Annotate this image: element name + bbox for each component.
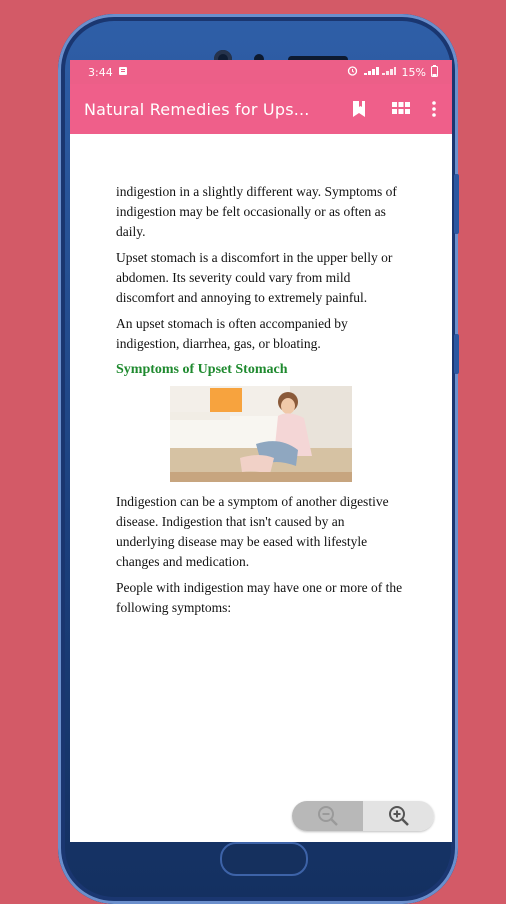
volume-button xyxy=(454,174,459,234)
article-image xyxy=(170,386,352,482)
alarm-icon xyxy=(347,65,358,79)
article-paragraph: Indigestion can be a symptom of another digestive disease. Indigestion that isn't caused by an underlying disease may be eased with lifestyle changes and medication. xyxy=(116,494,389,569)
article-paragraph: indigestion in a slightly different way. Symptoms of indigestion may be felt occasionally or as often as daily. xyxy=(116,184,397,239)
screen xyxy=(70,60,452,842)
zoom-control xyxy=(292,801,434,831)
battery-level: 15% xyxy=(401,65,426,79)
grid-icon[interactable] xyxy=(386,94,416,124)
bookmark-icon[interactable] xyxy=(344,94,374,124)
section-heading: Symptoms of Upset Stomach xyxy=(116,362,288,377)
zoom-out-button[interactable] xyxy=(292,801,363,831)
article-paragraph: Upset stomach is a discomfort in the upper belly or abdomen. Its severity could vary from mild discomfort and annoying to extremely painful. xyxy=(116,250,393,305)
app-bar xyxy=(70,84,452,134)
article-paragraph: An upset stomach is often accompanied by indigestion, diarrhea, gas, or bloating. xyxy=(116,316,348,351)
zoom-out-icon xyxy=(317,805,339,827)
article-paragraph: People with indigestion may have one or more of the following symptoms: xyxy=(116,580,403,615)
status-bar xyxy=(70,60,452,84)
zoom-in-button[interactable] xyxy=(363,801,434,831)
status-time: 3:44 xyxy=(88,65,113,79)
more-vert-icon[interactable] xyxy=(426,94,442,124)
battery-icon xyxy=(431,65,438,80)
signal-icon xyxy=(363,65,397,79)
power-button xyxy=(454,334,459,374)
app-title: Natural Remedies for Ups... xyxy=(84,99,310,119)
notification-icon xyxy=(118,66,128,79)
article-content xyxy=(116,182,406,624)
home-button[interactable] xyxy=(220,842,308,876)
zoom-in-icon xyxy=(388,805,410,827)
